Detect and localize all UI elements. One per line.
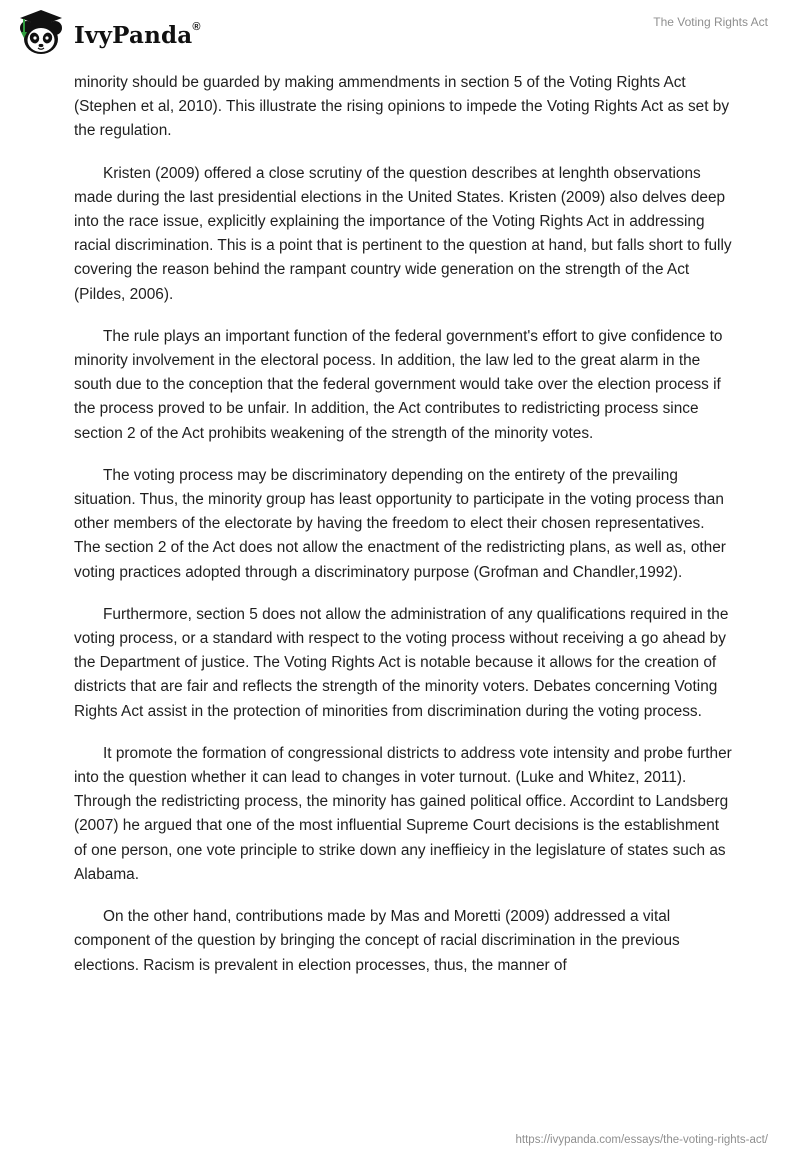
brand-name (74, 22, 201, 49)
paragraph: minority should be guarded by making ammendments in section 5 of the Voting Rights Act (Stephen et al, 2010). This illustrate the rising opinions to impede the Voting Rights Act as set by the regulation. (74, 74, 730, 140)
source-url-link[interactable]: https://ivypanda.com/essays/the-voting-rights-act/ (515, 1134, 768, 1146)
paragraph: It promote the formation of congressional districts to address vote intensity and probe further into the question whether it can lead to changes in voter turnout. (Luke and Whitez, 2011). Through the redistricting process, the minority has gained political office. Accordint to Landsberg (2007) he argued that one of the most influential Supreme Court decisions is the establishment of one person, one vote principle to strike down any ineffieicy in the legislature of states such as Alabama. (74, 744, 732, 883)
essay-body (74, 71, 734, 996)
brand-name-text: IvyPanda (74, 21, 193, 49)
paragraph: The rule plays an important function of the federal government's effort to give confidence to minority involvement in the electoral pocess. In addition, the law led to the great alarm in the south due to the conception that the federal government would take over the election process if the process proved to be unfair. In addition, the Act contributes to redistricting process since section 2 of the Act prohibits weakening of the strength of the minority votes. (74, 327, 723, 442)
panda-graduate-icon (14, 8, 68, 58)
document-title: The Voting Rights Act (653, 15, 768, 29)
paragraph: The voting process may be discriminatory depending on the entirety of the prevailing situation. Thus, the minority group has least opportunity to participate in the voting process than other members of the electorate by having the freedom to elect their chosen representatives. The section 2 of the Act does not allow the enactment of the redistricting plans, as well as, other voting practices adopted through a discriminatory purpose (Grofman and Chandler,1992). (74, 466, 726, 581)
ivypanda-logo[interactable] (14, 8, 201, 58)
paragraph: On the other hand, contributions made by Mas and Moretti (2009) addressed a vital component of the question by bringing the concept of racial discrimination in the previous elections. Racism is prevalent in election processes, thus, the manner of (74, 908, 680, 974)
paragraph: Furthermore, section 5 does not allow the administration of any qualifications required in the voting process, or a standard with respect to the voting process without receiving a go ahead by the Department of justice. The Voting Rights Act is notable because it allows for the creation of districts that are fair and reflects the strength of the minority voters. Debates concerning Voting Rights Act assist in the protection of minorities from discrimination during the voting process. (74, 605, 729, 720)
registered-mark: ® (192, 20, 201, 33)
paragraph: Kristen (2009) offered a close scrutiny of the question describes at lenghth observations made during the last presidential elections in the United States. Kristen (2009) also delves deep into the race issue, explicitly explaining the importance of the Voting Rights Act in addressing racial discrimination. This is a point that is pertinent to the question at hand, but falls short to fully covering the reason behind the rampant country wide generation on the strength of the Act (Pildes, 2006). (74, 164, 732, 303)
page-header (0, 0, 800, 66)
